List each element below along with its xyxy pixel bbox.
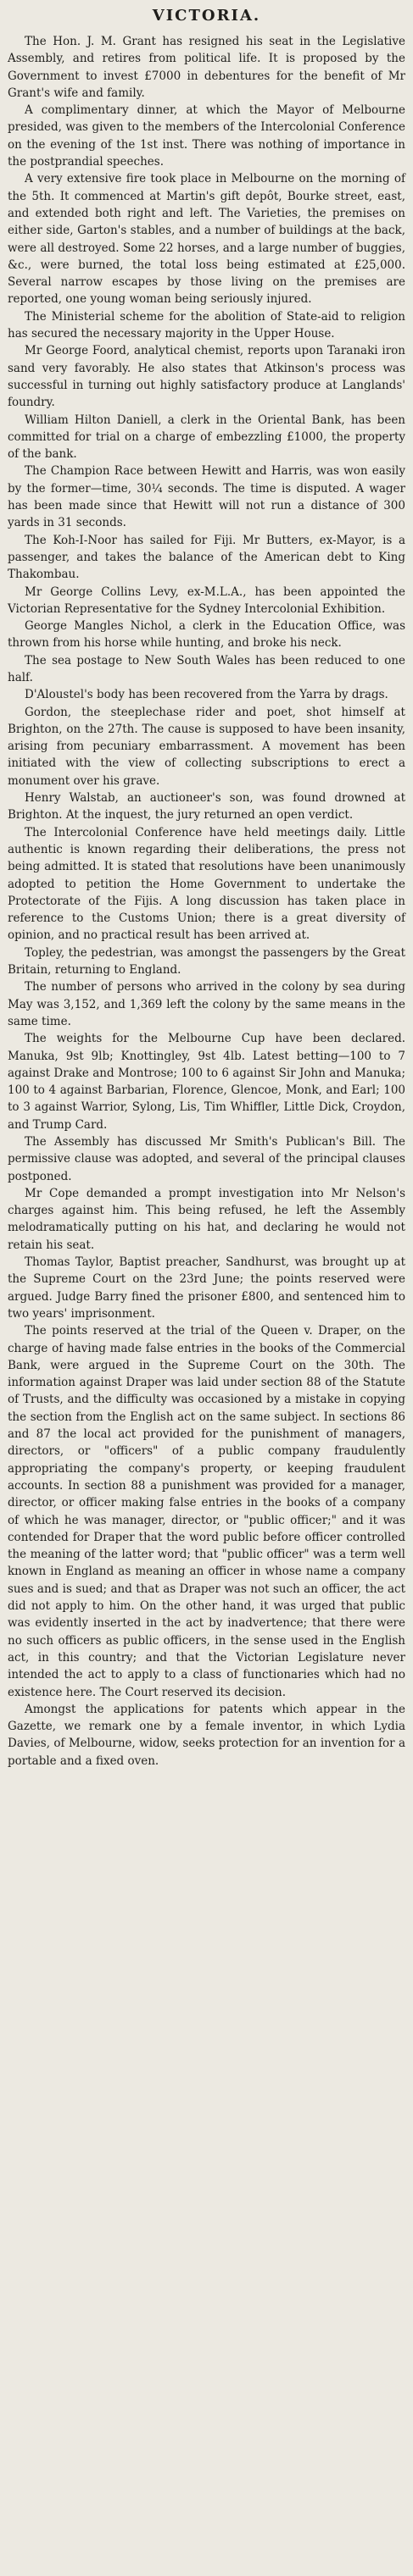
article-body: [8, 33, 405, 1770]
paragraph: A complimentary dinner, at which the Mayor of Melbourne presided, was given to the members of the Intercolonial Conference on the evening of the 1st inst. There was nothing of importance in the postprandial speeches.: [8, 103, 405, 169]
paragraph: The Intercolonial Conference have held meetings daily. Little authentic is known regarding their deliberations, the press not being admitted. It is stated that resolutions have been unanimously adopted to petition the Home Government to undertake the Protectorate of the Fijis. A long discussion has taken place in reference to the Customs Union; there is a great diversity of opinion, and no practical result has been arrived at.: [8, 825, 405, 943]
paragraph: Gordon, the steeplechase rider and poet, shot himself at Brighton, on the 27th. The cause is supposed to have been insanity, arising from pecuniary embarrassment. A movement has been initiated with the view of collecting subscriptions to erect a monument over his grave.: [8, 705, 405, 788]
paragraph: Thomas Taylor, Baptist preacher, Sandhurst, was brought up at the Supreme Court on the 23rd June; the points reserved were argued. Judge Barry fined the prisoner £800, and sentenced him to two years' imprisonment.: [8, 1255, 405, 1321]
paragraph: Mr George Collins Levy, ex-M.L.A., has been appointed the Victorian Representative for the Sydney Intercolonial Exhibition.: [8, 584, 405, 616]
paragraph: Topley, the pedestrian, was amongst the passengers by the Great Britain, returning to England.: [8, 945, 405, 978]
paragraph: The Assembly has discussed Mr Smith's Publican's Bill. The permissive clause was adopted, and several of the principal clauses postponed.: [8, 1135, 405, 1183]
paragraph: The number of persons who arrived in the colony by sea during May was 3,152, and 1,369 left the colony by the same means in the same time.: [8, 980, 405, 1028]
paragraph: A very extensive fire took place in Melbourne on the morning of the 5th. It commenced at Martin's gift depôt, Bourke street, east, and extended both right and left. The Varieties, the premises on either side, Garton's stables, and a number of buildings at the back, were all destroyed. Some 22 horses, and a large number of buggies, &c., were burned, the total loss being estimated at £25,000. Several narrow escapes by those living on the premises are reported, one young woman being seriously injured.: [8, 172, 405, 307]
paragraph: Henry Walstab, an auctioneer's son, was found drowned at Brighton. At the inquest, the jury returned an open verdict.: [8, 791, 405, 823]
paragraph: The points reserved at the trial of the Queen v. Draper, on the charge of having made false entries in the books of the Commercial Bank, were argued in the Supreme Court on the 30th. The information against Draper was laid under section 88 of the Statute of Trusts, and the difficulty was occasioned by a mistake in copying the section from the English act on the same subject. In sections 86 and 87 the local act provided for the punishment of managers, directors, or "officers" of a public company fraudulently appropriating the company's property, or keeping fraudulent accounts. In section 88 a punishment was provided for a manager, director, or officer making false entries in the books of a company of which he was manager, director, or "public officer;" and it was contended for Draper that the word public before officer controlled the meaning of the latter word; that "public officer" was a term well known in England as meaning an officer in whose name a company sues and is sued; and that as Draper was not such an officer, the act did not apply to him. On the other hand, it was urged that public was evidently inserted in the act by inadvertence; that there were no such officers as public officers, in the sense used in the English act, in this country; and that the Victorian Legislature never intended the act to apply to a class of functionaries which had no existence here. The Court reserved its decision.: [8, 1324, 405, 1699]
paragraph: The Ministerial scheme for the abolition of State-aid to religion has secured the necessary majority in the Upper House.: [8, 309, 405, 341]
paragraph: The weights for the Melbourne Cup have been declared. Manuka, 9st 9lb; Knottingley, 9st 4lb. Latest betting—100 to 7 against Drake and Montrose; 100 to 6 against Sir John and Manuka; 100 to 4 against Barbarian, Florence, Glencoe, Monk, and Earl; 100 to 3 against Warrior, Sylong, Lis, Tim Whiffler, Little Dick, Croydon, and Trump Card.: [8, 1032, 405, 1132]
paragraph: George Mangles Nichol, a clerk in the Education Office, was thrown from his horse while hunting, and broke his neck.: [8, 619, 405, 651]
paragraph: Amongst the applications for patents which appear in the Gazette, we remark one by a female inventor, in which Lydia Davies, of Melbourne, widow, seeks protection for an invention for a portable and a fixed oven.: [8, 1702, 405, 1768]
paragraph: The Hon. J. M. Grant has resigned his seat in the Legislative Assembly, and retires from political life. It is proposed by the Government to invest £7000 in debentures for the benefit of Mr Grant's wife and family.: [8, 35, 405, 100]
paragraph: William Hilton Daniell, a clerk in the Oriental Bank, has been committed for trial on a charge of embezzling £1000, the property of the bank.: [8, 413, 405, 462]
paragraph: Mr Cope demanded a prompt investigation into Mr Nelson's charges against him. This being refused, he left the Assembly melodramatically putting on his hat, and declaring he would not retain his seat.: [8, 1186, 405, 1252]
paragraph: Mr George Foord, analytical chemist, reports upon Taranaki iron sand very favorably. He also states that Atkinson's process was successful in turning out highly satisfactory produce at Langlands' foundry.: [8, 344, 405, 410]
paragraph: D'Aloustel's body has been recovered from the Yarra by drags.: [25, 688, 388, 702]
paragraph: The sea postage to New South Wales has been reduced to one half.: [8, 653, 405, 684]
paragraph: The Champion Race between Hewitt and Harris, was won easily by the former—time, 30¼ seconds. The time is disputed. A wager has been made since that Hewitt will not run a distance of 300 yards in 31 seconds.: [8, 464, 405, 530]
paragraph: The Koh-I-Noor has sailed for Fiji. Mr Butters, ex-Mayor, is a passenger, and takes the balance of the American debt to King Thakombau.: [8, 533, 405, 582]
article-heading: VICTORIA.: [152, 7, 261, 25]
